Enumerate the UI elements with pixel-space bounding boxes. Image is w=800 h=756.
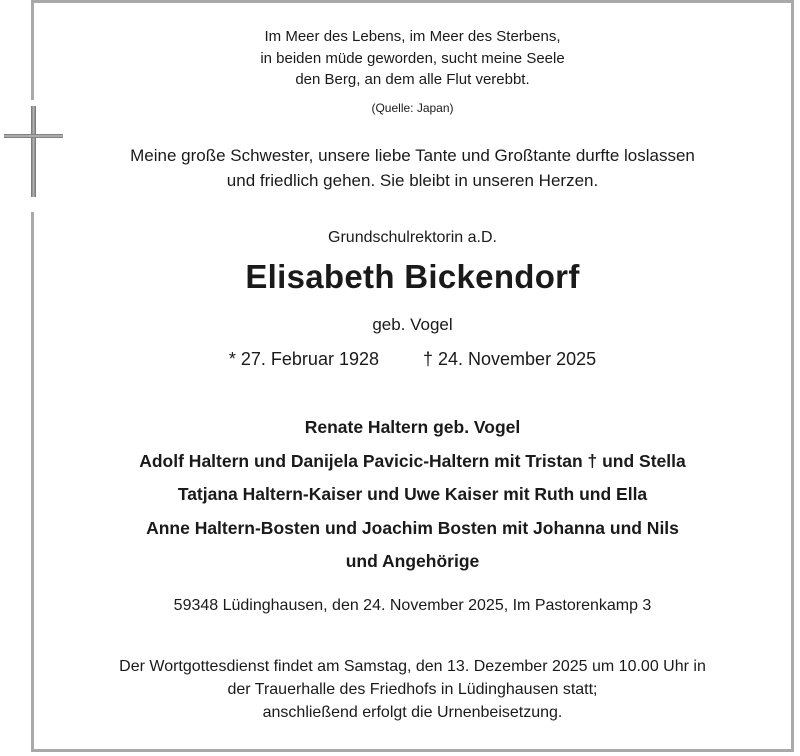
intro-text	[31, 143, 794, 193]
poem-source: (Quelle: Japan)	[371, 101, 454, 115]
poem-line: den Berg, an dem alle Flut verebbt.	[295, 71, 530, 88]
death-date: † 24. November 2025	[423, 349, 597, 369]
place-date: 59348 Lüdinghausen, den 24. November 2025, Im Pastorenkamp 3	[173, 597, 652, 614]
deceased-name: Elisabeth Bickendorf	[245, 258, 580, 295]
poem-line: Im Meer des Lebens, im Meer des Sterbens,	[264, 28, 561, 45]
poem	[31, 26, 794, 91]
mourner-line: Adolf Haltern und Danijela Pavicic-Haltern mit Tristan † und Stella	[139, 450, 686, 471]
life-dates	[31, 349, 794, 370]
mourners-list	[31, 411, 794, 579]
intro-line: und friedlich gehen. Sie bleibt in unseren Herzen.	[226, 171, 599, 190]
deceased-birth-name: geb. Vogel	[372, 315, 453, 334]
mourner-line: und Angehörige	[345, 551, 480, 571]
service-line: anschließend erfolgt die Urnenbeisetzung.	[262, 704, 563, 721]
mourner-line: Renate Haltern geb. Vogel	[304, 417, 521, 437]
mourner-line: Tatjana Haltern-Kaiser und Uwe Kaiser mit Ruth und Ella	[177, 484, 648, 504]
intro-line: Meine große Schwester, unsere liebe Tante und Großtante durfte loslassen	[130, 146, 695, 165]
service-line: der Trauerhalle des Friedhofs in Lüdinghausen statt;	[227, 681, 598, 698]
service-info	[31, 655, 794, 724]
deceased-title: Grundschulrektorin a.D.	[328, 229, 497, 246]
service-line: Der Wortgottesdienst findet am Samstag, den 13. Dezember 2025 um 10.00 Uhr in	[119, 658, 706, 675]
birth-date: * 27. Februar 1928	[228, 349, 379, 369]
mourner-line: Anne Haltern-Bosten und Joachim Bosten mit Johanna und Nils	[146, 517, 679, 538]
poem-line: in beiden müde geworden, sucht meine Seele	[260, 49, 565, 67]
